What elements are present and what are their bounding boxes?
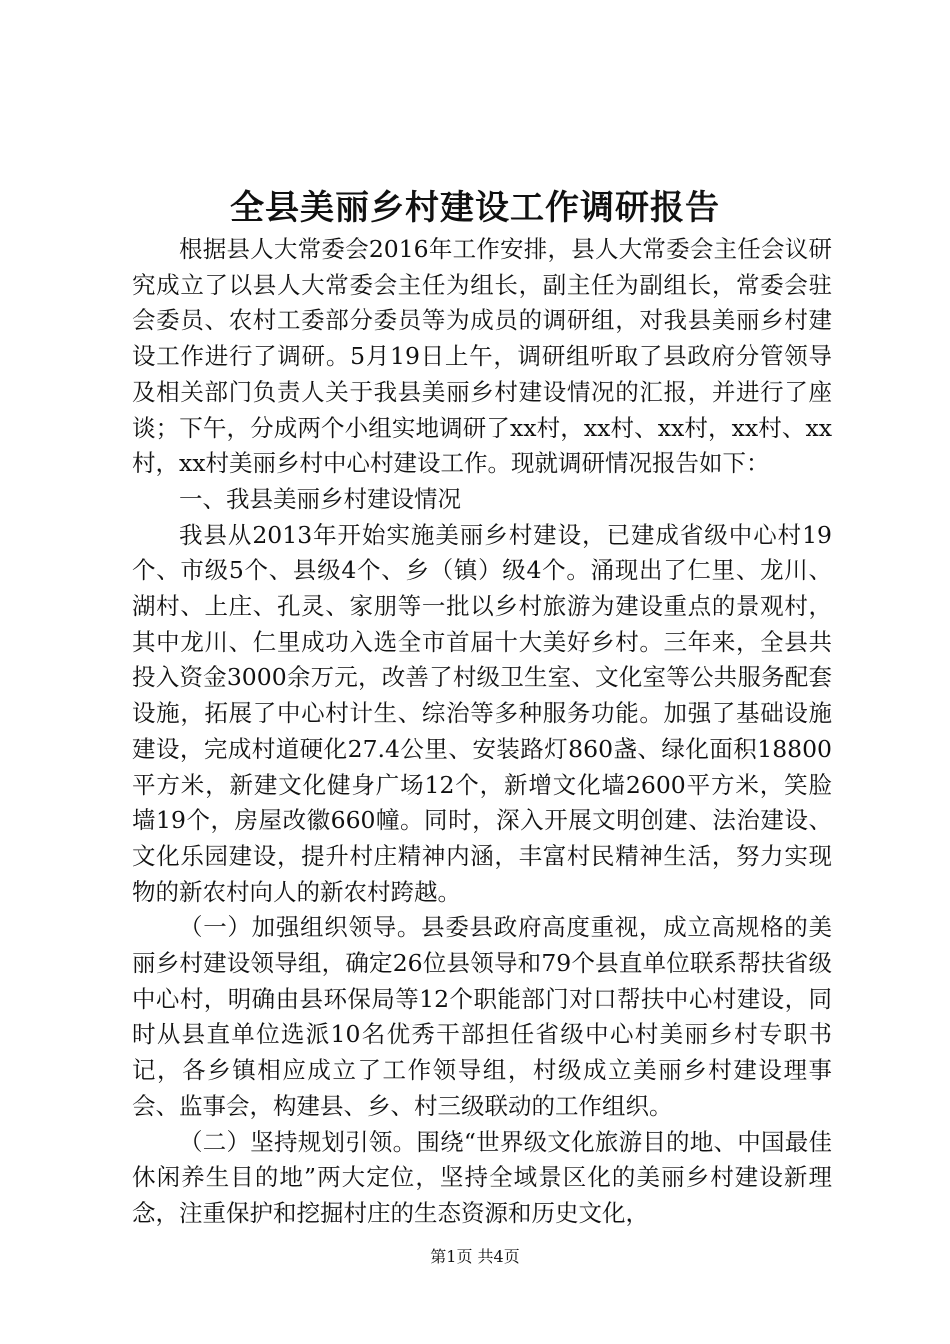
subsection-paragraph: （二）坚持规划引领。围绕“世界级文化旅游目的地、中国最佳休闲养生目的地”两大定位，坚持全域景区化的美丽乡村建设新理念，注重保护和挖掘村庄的生态资源和历史文化， [132,1127,832,1227]
document-title: 全县美丽乡村建设工作调研报告 [230,188,720,228]
intro-paragraph: 根据县人大常委会2016年工作安排，县人大常委会主任会议研究成立了以县人大常委会主任为组长，副主任为副组长，常委会驻会委员、农村工委部分委员等为成员的调研组，对我县美丽乡村建设工作进行了调研。5月19日上午，调研组听取了县政府分管领导及相关部门负责人关于我县美丽乡村建设情况的汇报，并进行了座谈；下午，分成两个小组实地调研了xx村，xx村、xx村，xx村、xx村，xx村美丽乡村中心村建设工作。现就调研情况报告如下： [132,235,832,478]
subsection-paragraph: （一）加强组织领导。县委县政府高度重视，成立高规格的美丽乡村建设领导组，确定26位县领导和79个县直单位联系帮扶省级中心村，明确由县环保局等12个职能部门对口帮扶中心村建设，同时从县直单位选派10名优秀干部担任省级中心村美丽乡村专职书记，各乡镇相应成立了工作领导组，村级成立美丽乡村建设理事会、监事会，构建县、乡、村三级联动的工作组织。 [132,913,832,1120]
page-number: 第1页 共4页 [430,1247,520,1266]
section-paragraph: 我县从2013年开始实施美丽乡村建设，已建成省级中心村19个、市级5个、县级4个、乡（镇）级4个。涌现出了仁里、龙川、湖村、上庄、孔灵、家朋等一批以乡村旅游为建设重点的景观村，其中龙川、仁里成功入选全市首届十大美好乡村。三年来，全县共投入资金3000余万元，改善了村级卫生室、文化室等公共服务配套设施，拓展了中心村计生、综治等多种服务功能。加强了基础设施建设，完成村道硬化27.4公里、安装路灯860盏、绿化面积18800平方米，新建文化健身广场12个，新增文化墙2600平方米，笑脸墙19个，房屋改徽660幢。同时，深入开展文明创建、法治建设、文化乐园建设，提升村庄精神内涵，丰富村民精神生活，努力实现物的新农村向人的新农村跨越。 [132,520,832,906]
document-body [132,232,832,1232]
section-heading: 一、我县美丽乡村建设情况 [179,484,461,513]
